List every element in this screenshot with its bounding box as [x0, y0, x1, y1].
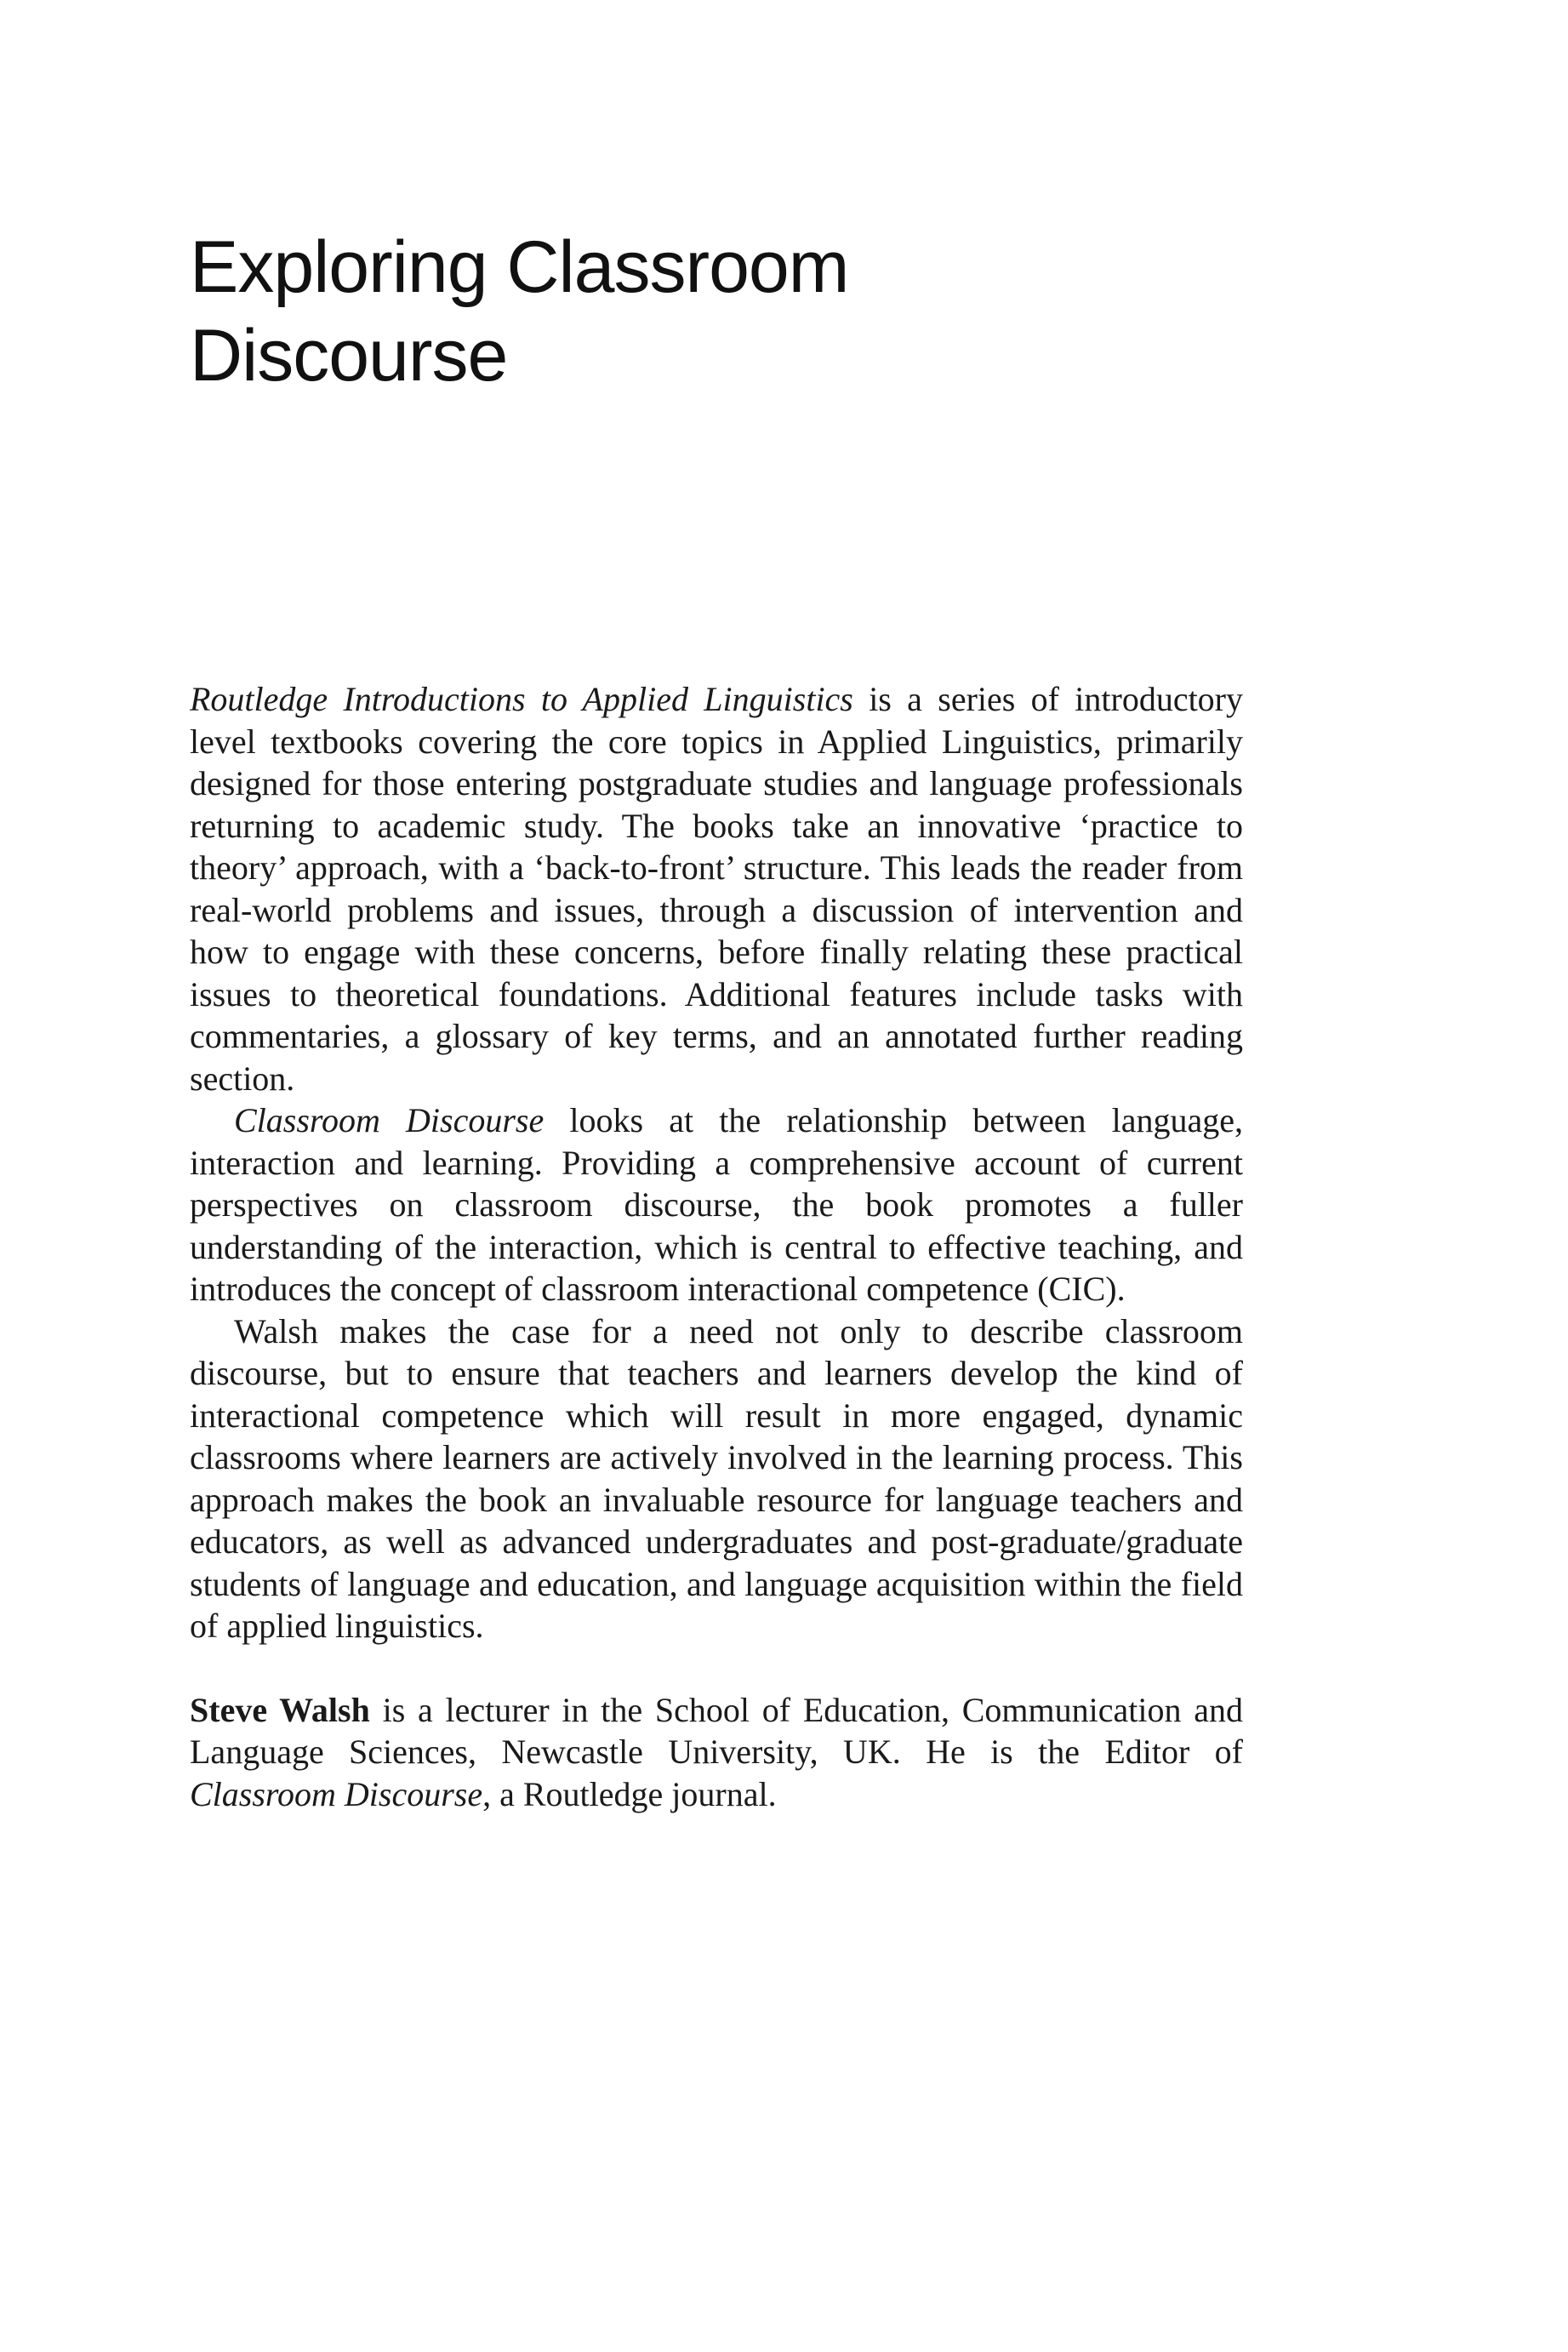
title-line-2: Discourse: [190, 315, 508, 397]
author-bio-suffix: , a Routledge journal.: [482, 1774, 777, 1813]
author-bio: [190, 1689, 1243, 1816]
author-name: Steve Walsh: [190, 1690, 370, 1729]
case-description: Walsh makes the case for a need not only to describe classroom discourse, but to ensure that teachers and learners develop the kind of interactional competence which will result in more engaged, dynamic classrooms where learners are actively involved in the learning process. This approach makes the book an invaluable resource for language teachers and educators, as well as advanced undergraduates and post-graduate/graduate students of language and education, and language acquisition within the field of applied linguistics.: [190, 1311, 1243, 1645]
series-paragraph: [190, 678, 1243, 1099]
title-line-1: Exploring Classroom: [190, 226, 849, 308]
journal-name: Classroom Discourse: [190, 1774, 483, 1813]
case-paragraph: [190, 1310, 1243, 1647]
page-title: [190, 223, 1296, 400]
series-name: Routledge Introductions to Applied Linguistics: [190, 680, 853, 718]
series-description: is a series of introductory level textbooks covering the core topics in Applied Linguistics, primarily designed for those entering postgraduate studies and language professionals returning to academic study. The books take an innovative ‘practice to theory’ approach, with a ‘back-to-front’ structure. This leads the reader from real-world problems and issues, through a discussion of intervention and how to engage with these concerns, before finally relating these practical issues to theoretical foundations. Additional features include tasks with commentaries, a glossary of key terms, and an annotated further reading section.: [190, 680, 1243, 1098]
description-text: [190, 678, 1243, 1815]
book-name: Classroom Discourse: [234, 1101, 545, 1139]
book-paragraph: [190, 1099, 1243, 1310]
author-description: is a lecturer in the School of Education, Communication and Language Sciences, Newcastle University, UK. He is the Editor of: [190, 1690, 1243, 1771]
book-description: looks at the relationship between language, interaction and learning. Providing a comprehensive account of current perspectives on classroom discourse, the book promotes a fuller understanding of the interaction, which is central to effective teaching, and introduces the concept of classroom interactional competence (CIC).: [190, 1101, 1243, 1308]
